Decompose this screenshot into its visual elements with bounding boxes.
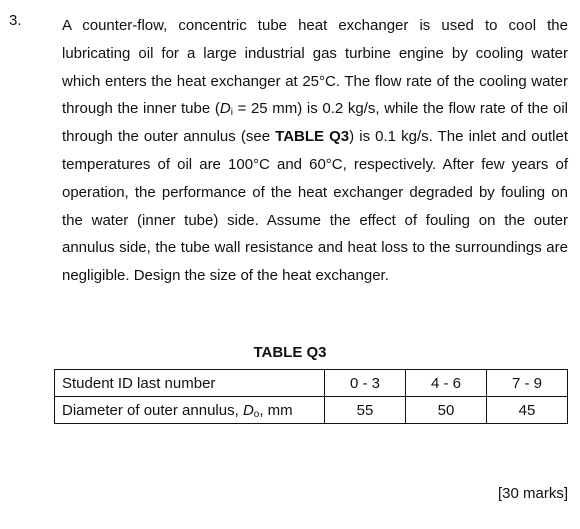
marks-label: [30 marks] [497,485,568,502]
table-row [55,397,568,424]
header-cell-0-3: 0 - 3 [325,370,406,397]
question-text [62,12,568,290]
question-text-part-3: ) is 0.1 kg/s. The inlet and outlet temperatures of oil are 100°C and 60°C, respectively. After few years of operation, the performance of the heat exchanger degraded by fouling on the water (inner tube) side. Assume the effect of fouling on the outer annulus side, the tube wall resistance and heat loss to the surroundings are negligible. Design the size of the heat exchanger. [62,128,569,285]
data-table [54,369,568,424]
table-reference: TABLE Q3 [275,128,350,146]
header-cell-7-9: 7 - 9 [487,370,568,397]
question-text-part-2: = 25 mm) is 0.2 kg/s, while the flow rate of the oil through the outer annulus (see [62,100,568,146]
row-label-text: Diameter of outer annulus, [62,401,243,419]
outer-diameter-subscript: o [253,408,260,420]
question-text-part-1: A counter-flow, concentric tube heat exchanger is used to cool the lubricating oil for a large industrial gas turbine engine by cooling water which enters the heat exchanger at 25°C. The flow rate of the cooling water through the inner tube ( [62,17,568,118]
outer-diameter-symbol: D [242,401,254,419]
inner-diameter-symbol: D [219,100,231,118]
table-header-row [55,370,568,397]
row-label-cell [55,397,325,424]
question-number: 3. [9,12,22,29]
row-unit: , mm [259,401,293,419]
table-caption: TABLE Q3 [253,344,327,361]
header-cell-4-6: 4 - 6 [406,370,487,397]
inner-diameter-subscript: i [230,107,233,119]
value-cell-0-3: 55 [325,397,406,424]
value-cell-7-9: 45 [487,397,568,424]
header-label-cell: Student ID last number [55,370,325,397]
value-cell-4-6: 50 [406,397,487,424]
